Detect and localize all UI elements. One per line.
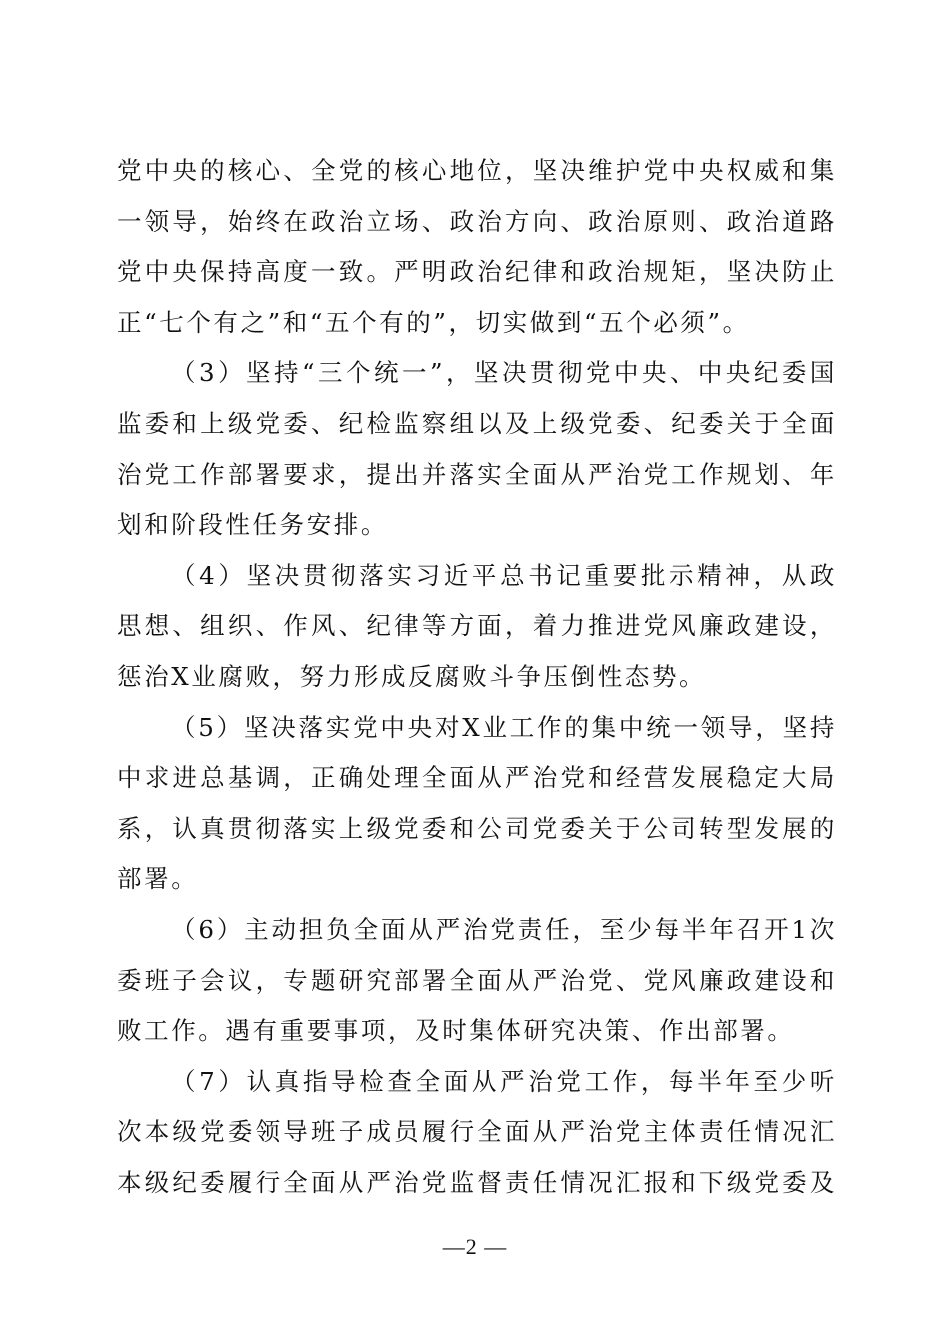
text-line: 次本级党委领导班子成员履行全面从严治党主体责任情况汇 [117,1117,837,1147]
paragraph-first-line: （5）坚决落实党中央对X业工作的集中统一领导，坚持 [171,712,837,742]
paragraph-first-line: （4）坚决贯彻落实习近平总书记重要批示精神，从政 [171,560,837,590]
text-line: 系，认真贯彻落实上级党委和公司党委关于公司转型发展的 [117,813,837,843]
text-line: 党中央的核心、全党的核心地位，坚决维护党中央权威和集 [117,156,837,185]
text-line: 划和阶段性任务安排。 [117,510,388,540]
text-line: 治党工作部署要求，提出并落实全面从严治党工作规划、年 [117,459,837,489]
text-line: 委班子会议，专题研究部署全面从严治党、党风廉政建设和 [117,965,837,995]
body-text [117,146,837,1208]
text-line: 正“七个有之”和“五个有的”，切实做到“五个必须”。 [117,307,750,337]
paragraph-first-line: （7）认真指导检查全面从严治党工作，每半年至少听 [171,1066,837,1096]
text-line: 一领导，始终在政治立场、政治方向、政治原则、政治道路 [117,206,837,236]
text-line: 败工作。遇有重要事项，及时集体研究决策、作出部署。 [117,1016,795,1046]
paragraph-first-line: （3）坚持“三个统一”，坚决贯彻党中央、中央纪委国 [171,358,837,388]
text-line: 本级纪委履行全面从严治党监督责任情况汇报和下级党委及 [117,1167,837,1197]
text-line: 中求进总基调，正确处理全面从严治党和经营发展稳定大局 [117,763,837,793]
text-line: 惩治X业腐败，努力形成反腐败斗争压倒性态势。 [117,661,707,691]
paragraph-first-line: （6）主动担负全面从严治党责任，至少每半年召开1次 [171,914,837,944]
text-line: 思想、组织、作风、纪律等方面，着力推进党风廉政建设， [117,611,837,641]
text-line: 部署。 [117,864,199,894]
page-number: —2 — [442,1234,508,1259]
text-line: 监委和上级党委、纪检监察组以及上级党委、纪委关于全面 [117,408,837,438]
text-line: 党中央保持高度一致。严明政治纪律和政治规矩，坚决防止 [117,257,837,287]
